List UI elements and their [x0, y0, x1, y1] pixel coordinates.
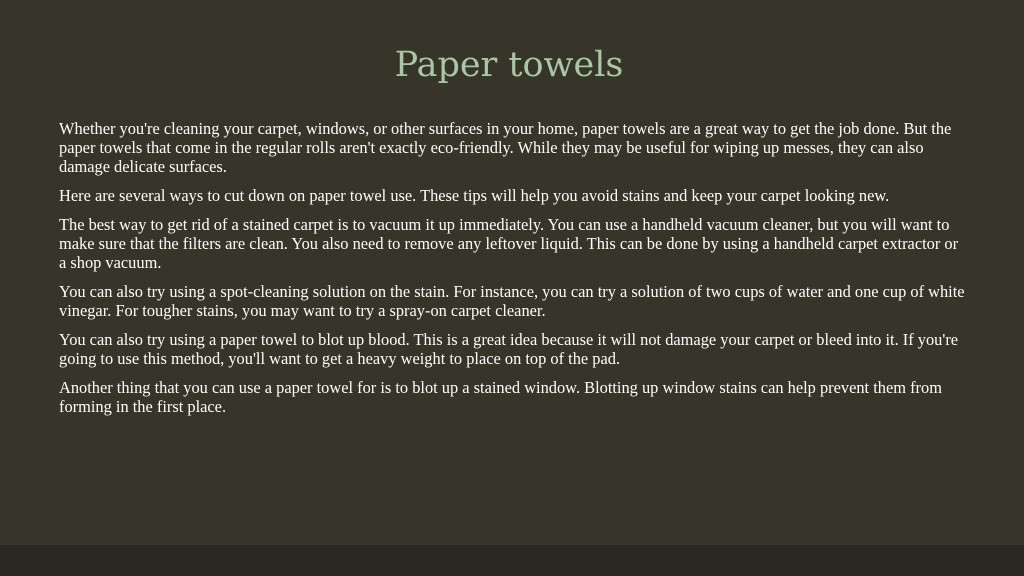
paragraph-3: The best way to get rid of a stained carpet is to vacuum it up immediately. You can use a handheld vacuum cleaner, but you will want to make sure that the filters are clean. You also need to remove any leftover liquid. This can be done by using a handheld carpet extractor or a shop vacuum. — [59, 215, 959, 272]
bottom-bar — [0, 545, 1024, 576]
paragraph-2: Here are several ways to cut down on paper towel use. These tips will help you avoid stains and keep your carpet looking new. — [59, 186, 890, 205]
paragraph-1: Whether you're cleaning your carpet, windows, or other surfaces in your home, paper towels are a great way to get the job done. But the paper towels that come in the regular rolls aren't exactly eco-friendly. While they may be useful for wiping up messes, they can also damage delicate surfaces. — [59, 119, 952, 176]
paragraph-5: You can also try using a paper towel to blot up blood. This is a great idea because it will not damage your carpet or bleed into it. If you're going to use this method, you'll want to get a heavy weight to place on top of the pad. — [59, 330, 959, 368]
slide-title: Paper towels — [394, 45, 624, 85]
paragraph-6: Another thing that you can use a paper towel for is to blot up a stained window. Blotting up window stains can help prevent them from forming in the first place. — [59, 378, 942, 416]
paragraph-4: You can also try using a spot-cleaning solution on the stain. For instance, you can try a solution of two cups of water and one cup of white vinegar. For tougher stains, you may want to try a spray-on carpet cleaner. — [59, 282, 965, 320]
slide-body — [59, 119, 969, 426]
